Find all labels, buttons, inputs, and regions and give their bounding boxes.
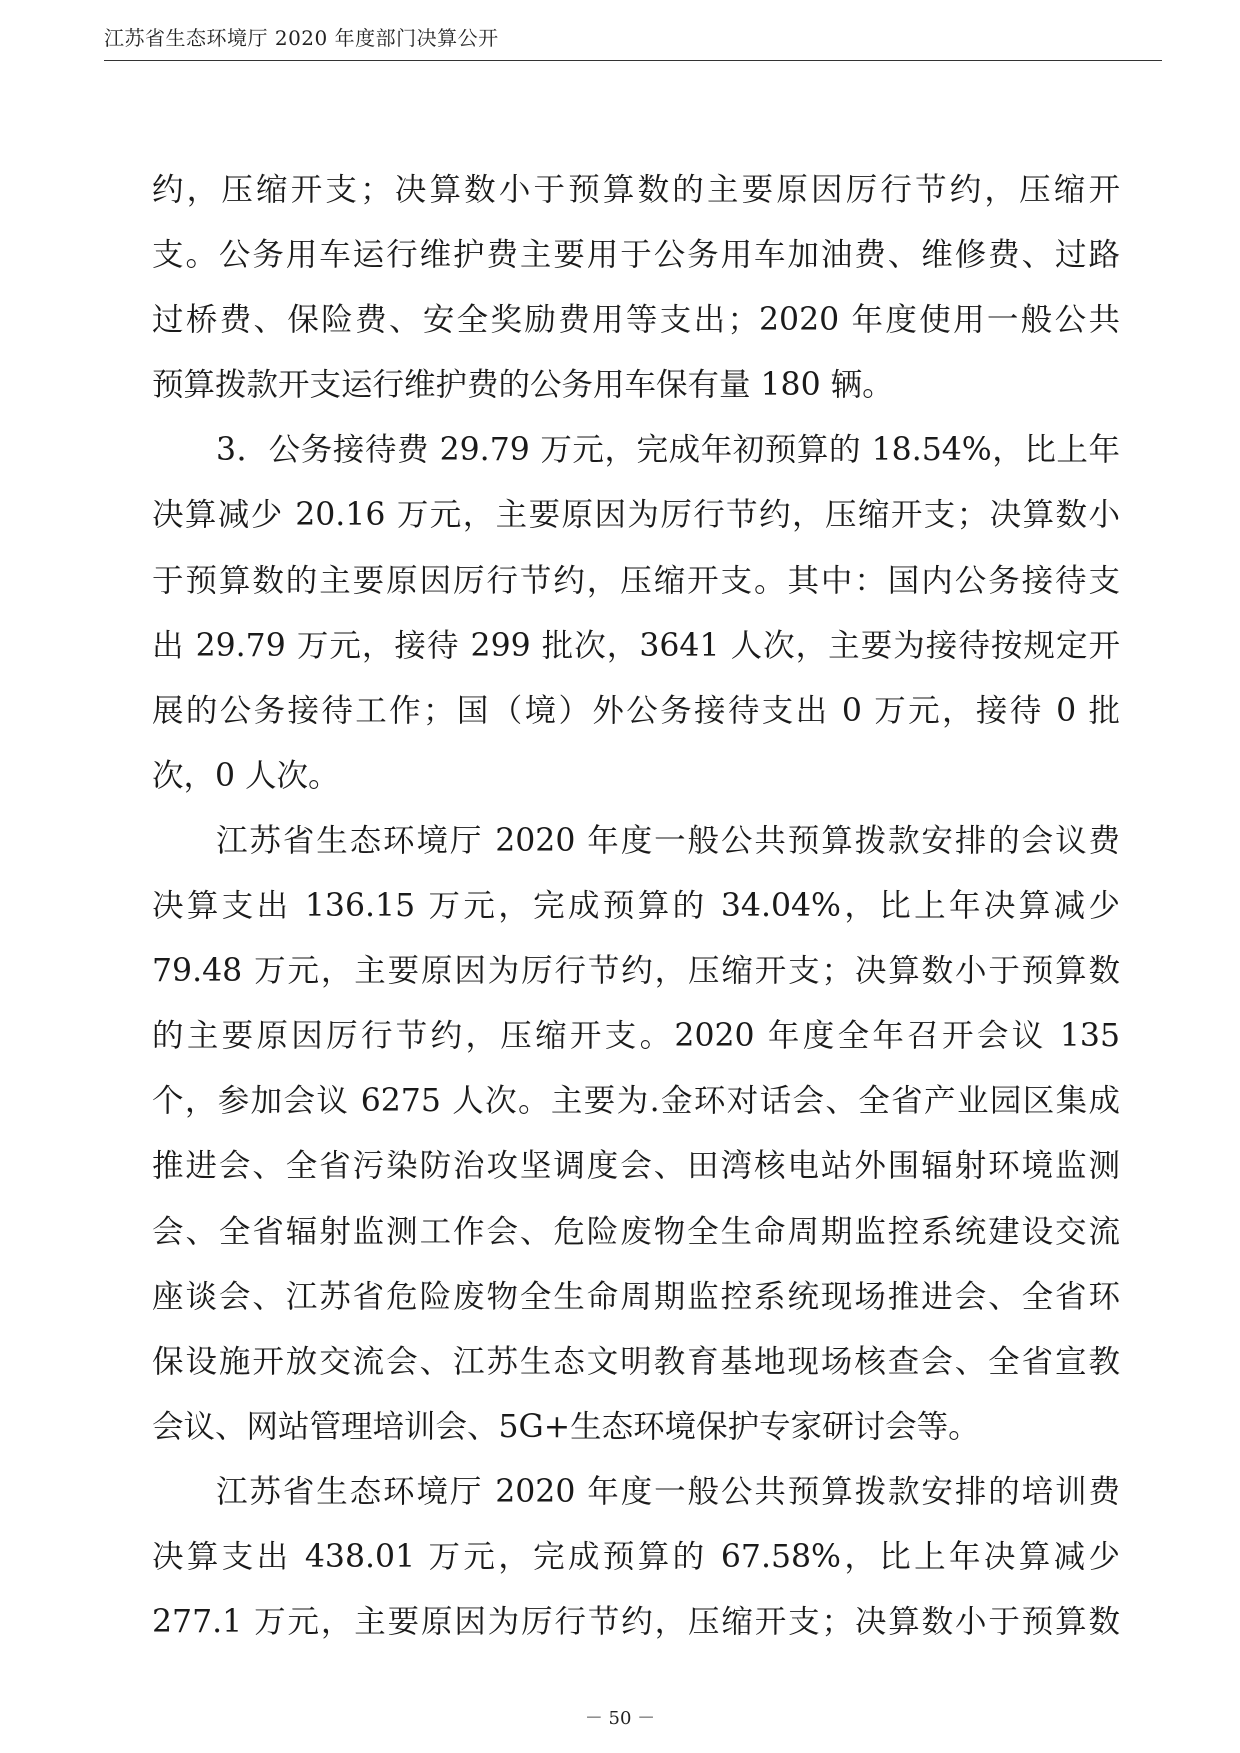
- text-line: 决算支出 136.15 万元，完成预算的 34.04%，比上年决算减少: [152, 888, 1120, 925]
- page-header: [104, 26, 1162, 61]
- text-line: 决算支出 438.01 万元，完成预算的 67.58%，比上年决算减少: [152, 1538, 1120, 1575]
- text-line: 于预算数的主要原因厉行节约，压缩开支。其中：国内公务接待支: [152, 562, 1120, 599]
- text-line: 预算拨款开支运行维护费的公务用车保有量 180 辆。: [152, 367, 894, 404]
- body-text: [152, 158, 1120, 1655]
- text-line: 的主要原因厉行节约，压缩开支。2020 年度全年召开会议 135: [152, 1018, 1120, 1055]
- text-line: 出 29.79 万元，接待 299 批次，3641 人次，主要为接待按规定开: [152, 627, 1120, 664]
- text-line: 个，参加会议 6275 人次。主要为.金环对话会、全省产业园区集成: [152, 1083, 1120, 1120]
- text-line: 277.1 万元，主要原因为厉行节约，压缩开支；决算数小于预算数: [152, 1604, 1120, 1641]
- text-line: 江苏省生态环境厅 2020 年度一般公共预算拨款安排的培训费: [216, 1473, 1120, 1510]
- text-line: 支。公务用车运行维护费主要用于公务用车加油费、维修费、过路: [152, 237, 1120, 274]
- text-line: 会、全省辐射监测工作会、危险废物全生命周期监控系统建设交流: [152, 1213, 1120, 1250]
- text-line: 推进会、全省污染防治攻坚调度会、田湾核电站外围辐射环境监测: [152, 1148, 1120, 1185]
- text-line: 会议、网站管理培训会、5G+生态环境保护专家研讨会等。: [152, 1408, 980, 1445]
- text-line: 江苏省生态环境厅 2020 年度一般公共预算拨款安排的会议费: [216, 822, 1120, 859]
- text-line: 过桥费、保险费、安全奖励费用等支出；2020 年度使用一般公共: [152, 302, 1120, 339]
- text-line: 约，压缩开支；决算数小于预算数的主要原因厉行节约，压缩开: [152, 172, 1120, 208]
- text-line: 座谈会、江苏省危险废物全生命周期监控系统现场推进会、全省环: [152, 1278, 1120, 1315]
- text-line: 展的公务接待工作；国（境）外公务接待支出 0 万元，接待 0 批: [152, 692, 1120, 729]
- text-line: 保设施开放交流会、江苏生态文明教育基地现场核查会、全省宣教: [152, 1343, 1120, 1380]
- text-line: 次，0 人次。: [152, 757, 340, 794]
- text-line: 3．公务接待费 29.79 万元，完成年初预算的 18.54%，比上年: [216, 432, 1120, 469]
- text-line: 决算减少 20.16 万元，主要原因为厉行节约，压缩开支；决算数小: [152, 497, 1120, 534]
- header-title: 江苏省生态环境厅 2020 年度部门决算公开: [104, 26, 499, 50]
- page-number: － 50 －: [584, 1708, 656, 1729]
- text-line: 79.48 万元，主要原因为厉行节约，压缩开支；决算数小于预算数: [152, 953, 1120, 990]
